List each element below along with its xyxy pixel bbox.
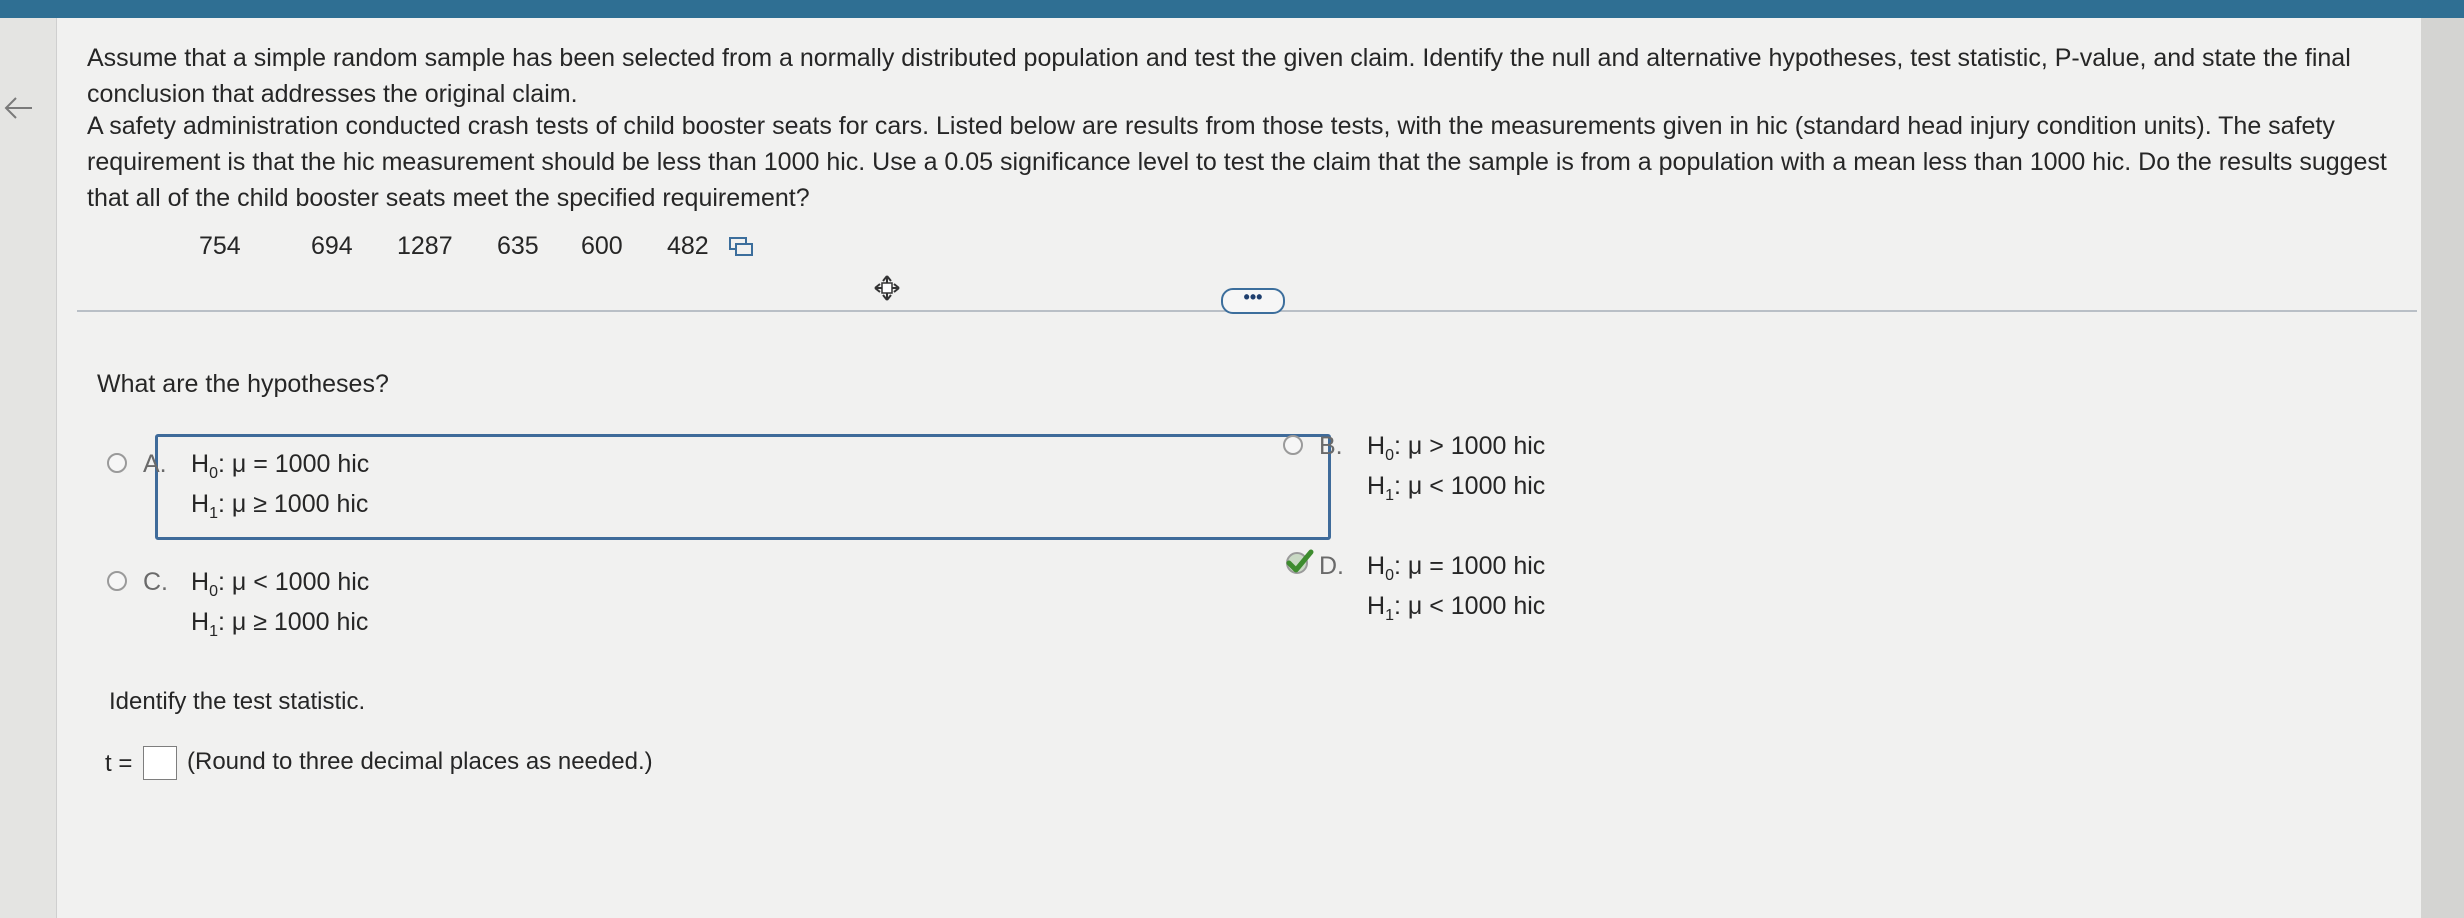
data-value: 694 (311, 232, 353, 260)
question-panel (56, 18, 2421, 918)
choice-c-h1: $H_1$: μ ≥ 1000 hic (191, 608, 369, 640)
copy-data-icon[interactable] (728, 236, 754, 258)
choice-b-radio[interactable] (1283, 435, 1303, 455)
top-bar (0, 0, 2464, 18)
choice-letter: D. (1319, 552, 1344, 580)
test-statistic-prompt: Identify the test statistic. (109, 688, 366, 715)
choice-b-h1: $H_1$: μ < 1000 hic (1367, 472, 1546, 504)
choice-b-h0: $H_0$: μ > 1000 hic (1367, 432, 1546, 464)
choice-d[interactable] (1283, 550, 1883, 630)
question-text: What are the hypotheses? (97, 370, 389, 398)
t-label: t = (105, 750, 133, 777)
left-gutter (0, 18, 56, 918)
choice-d-h1: $H_1$: μ < 1000 hic (1367, 592, 1546, 624)
choice-c-h0: $H_0$: μ < 1000 hic (191, 568, 370, 600)
choice-c[interactable] (107, 566, 707, 646)
choice-letter: C. (143, 568, 168, 596)
choice-letter: A. (143, 450, 167, 478)
back-arrow-icon[interactable] (2, 88, 42, 128)
data-value: 754 (199, 232, 241, 260)
test-statistic-input[interactable] (143, 746, 177, 780)
correct-check-icon (1283, 546, 1317, 580)
choice-a-h1: $H_1$: μ ≥ 1000 hic (191, 490, 369, 522)
move-handle-icon[interactable] (873, 274, 901, 302)
instructions-text: Assume that a simple random sample has been selected from a normally distributed population and test the given claim. Identify the null and alternative hypotheses, test statistic, P-value, and state the final conclusion that addresses the original claim. (87, 44, 2351, 108)
right-gutter (2420, 18, 2464, 918)
choice-d-h0: $H_0$: μ = 1000 hic (1367, 552, 1546, 584)
choice-a[interactable] (107, 448, 707, 528)
data-value: 600 (581, 232, 623, 260)
choice-a-radio[interactable] (107, 453, 127, 473)
scenario-text: A safety administration conducted crash tests of child booster seats for cars. Listed below are results from those tests, with the measurements given in hic (standard head injury condition units). The safety requirement is that the hic measurement should be less than 1000 hic. Use a 0.05 significance level to test the claim that the sample is from a population with a mean less than 1000 hic. Do the results suggest that all of the child booster seats meet the specified requirement? (87, 112, 2387, 212)
data-value: 1287 (397, 232, 453, 260)
more-options-button[interactable]: ••• (1221, 288, 1285, 314)
choice-letter: B. (1319, 432, 1343, 460)
choice-b[interactable] (1283, 430, 1883, 510)
choice-c-radio[interactable] (107, 571, 127, 591)
data-value: 482 (667, 232, 709, 260)
choice-a-h0: $H_0$: μ = 1000 hic (191, 450, 370, 482)
data-value: 635 (497, 232, 539, 260)
rounding-hint: (Round to three decimal places as needed.) (187, 748, 653, 775)
